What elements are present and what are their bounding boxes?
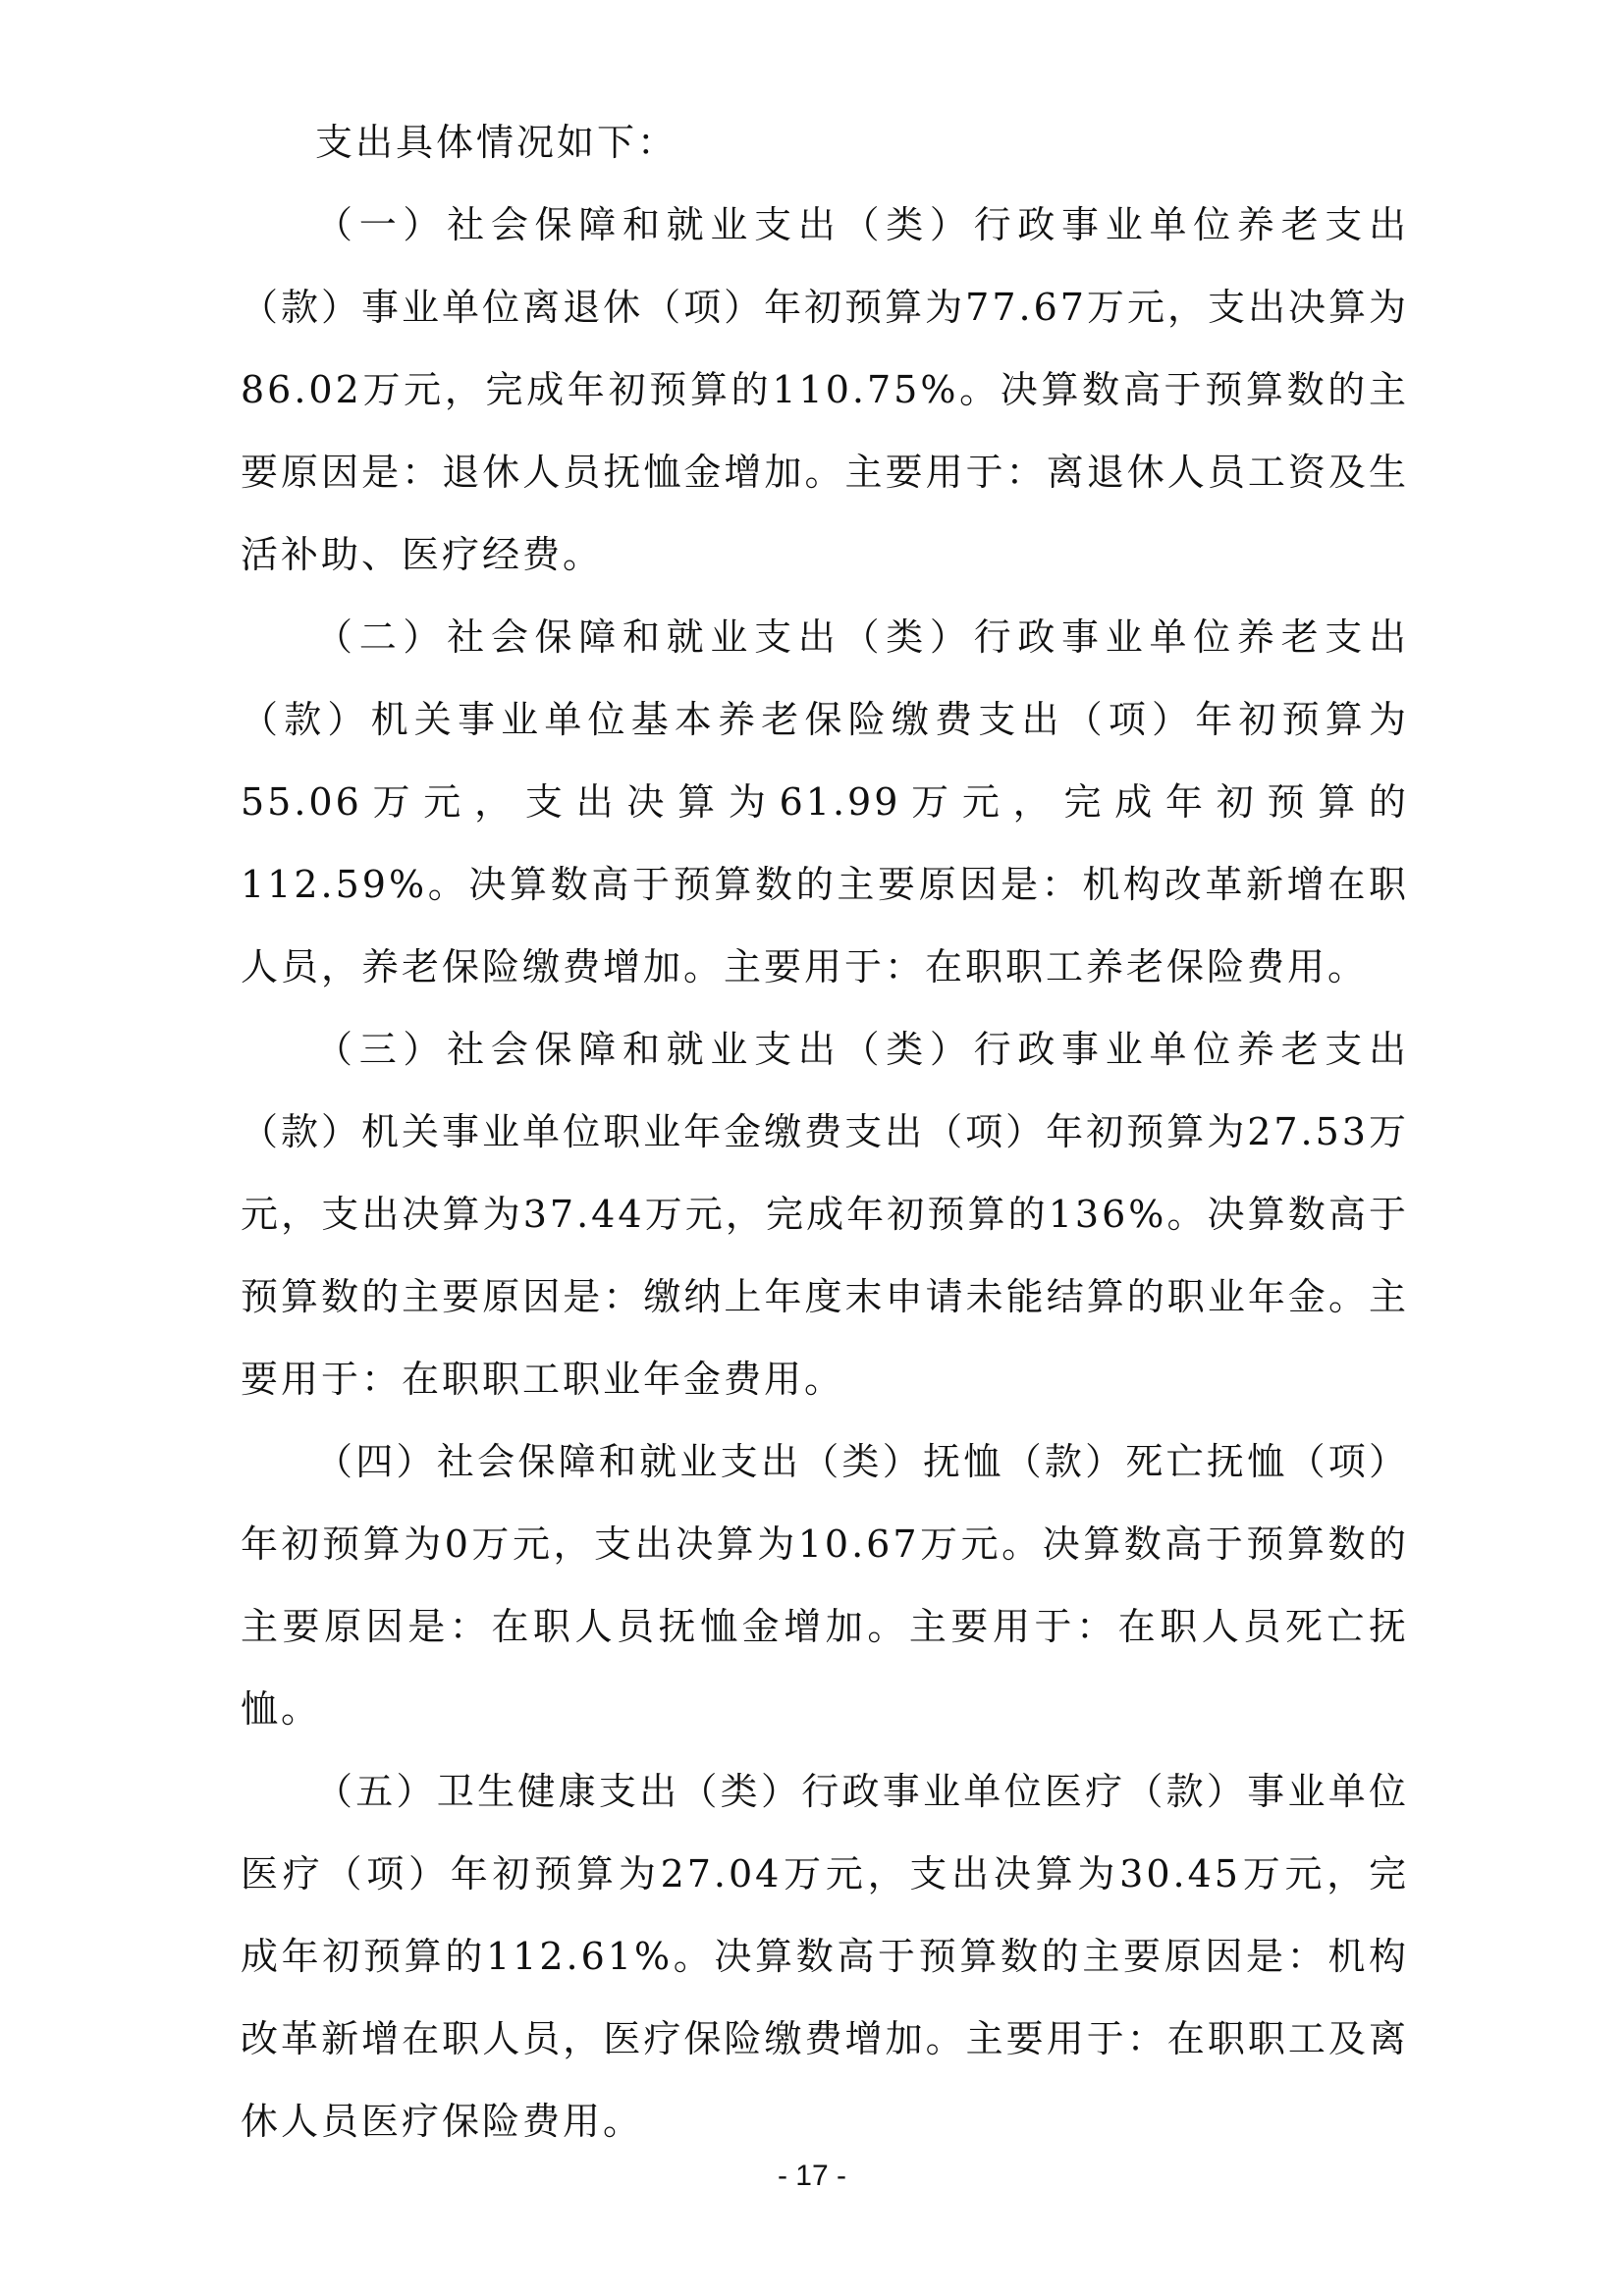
expense-item-4: （四）社会保障和就业支出（类）抚恤（款）死亡抚恤（项）年初预算为0万元，支出决算为10.67万元。决算数高于预算数的主要原因是：在职人员抚恤金增加。主要用于：在职人员死亡抚恤。 (241, 1440, 1409, 1731)
expense-item-3: （三）社会保障和就业支出（类）行政事业单位养老支出（款）机关事业单位职业年金缴费支出（项）年初预算为27.53万元，支出决算为37.44万元，完成年初预算的136%。决算数高于预算数的主要原因是：缴纳上年度末申请未能结算的职业年金。主要用于：在职职工职业年金费用。 (241, 1028, 1409, 1401)
expense-item-1: （一）社会保障和就业支出（类）行政事业单位养老支出（款）事业单位离退休（项）年初预算为77.67万元，支出决算为86.02万元，完成年初预算的110.75%。决算数高于预算数的主要原因是：退休人员抚恤金增加。主要用于：离退休人员工资及生活补助、医疗经费。 (241, 203, 1409, 576)
expense-item-2: （二）社会保障和就业支出（类）行政事业单位养老支出（款）机关事业单位基本养老保险缴费支出（项）年初预算为55.06万元，支出决算为61.99万元，完成年初预算的112.59%。决算数高于预算数的主要原因是：机构改革新增在职人员，养老保险缴费增加。主要用于：在职职工养老保险费用。 (241, 615, 1409, 988)
intro-paragraph: 支出具体情况如下： (315, 121, 678, 164)
document-body (241, 101, 1409, 2163)
expense-item-5: （五）卫生健康支出（类）行政事业单位医疗（款）事业单位医疗（项）年初预算为27.04万元，支出决算为30.45万元，完成年初预算的112.61%。决算数高于预算数的主要原因是：机构改革新增在职人员，医疗保险缴费增加。主要用于：在职职工及离休人员医疗保险费用。 (241, 1770, 1409, 2143)
page-number: - 17 - (777, 2160, 847, 2192)
